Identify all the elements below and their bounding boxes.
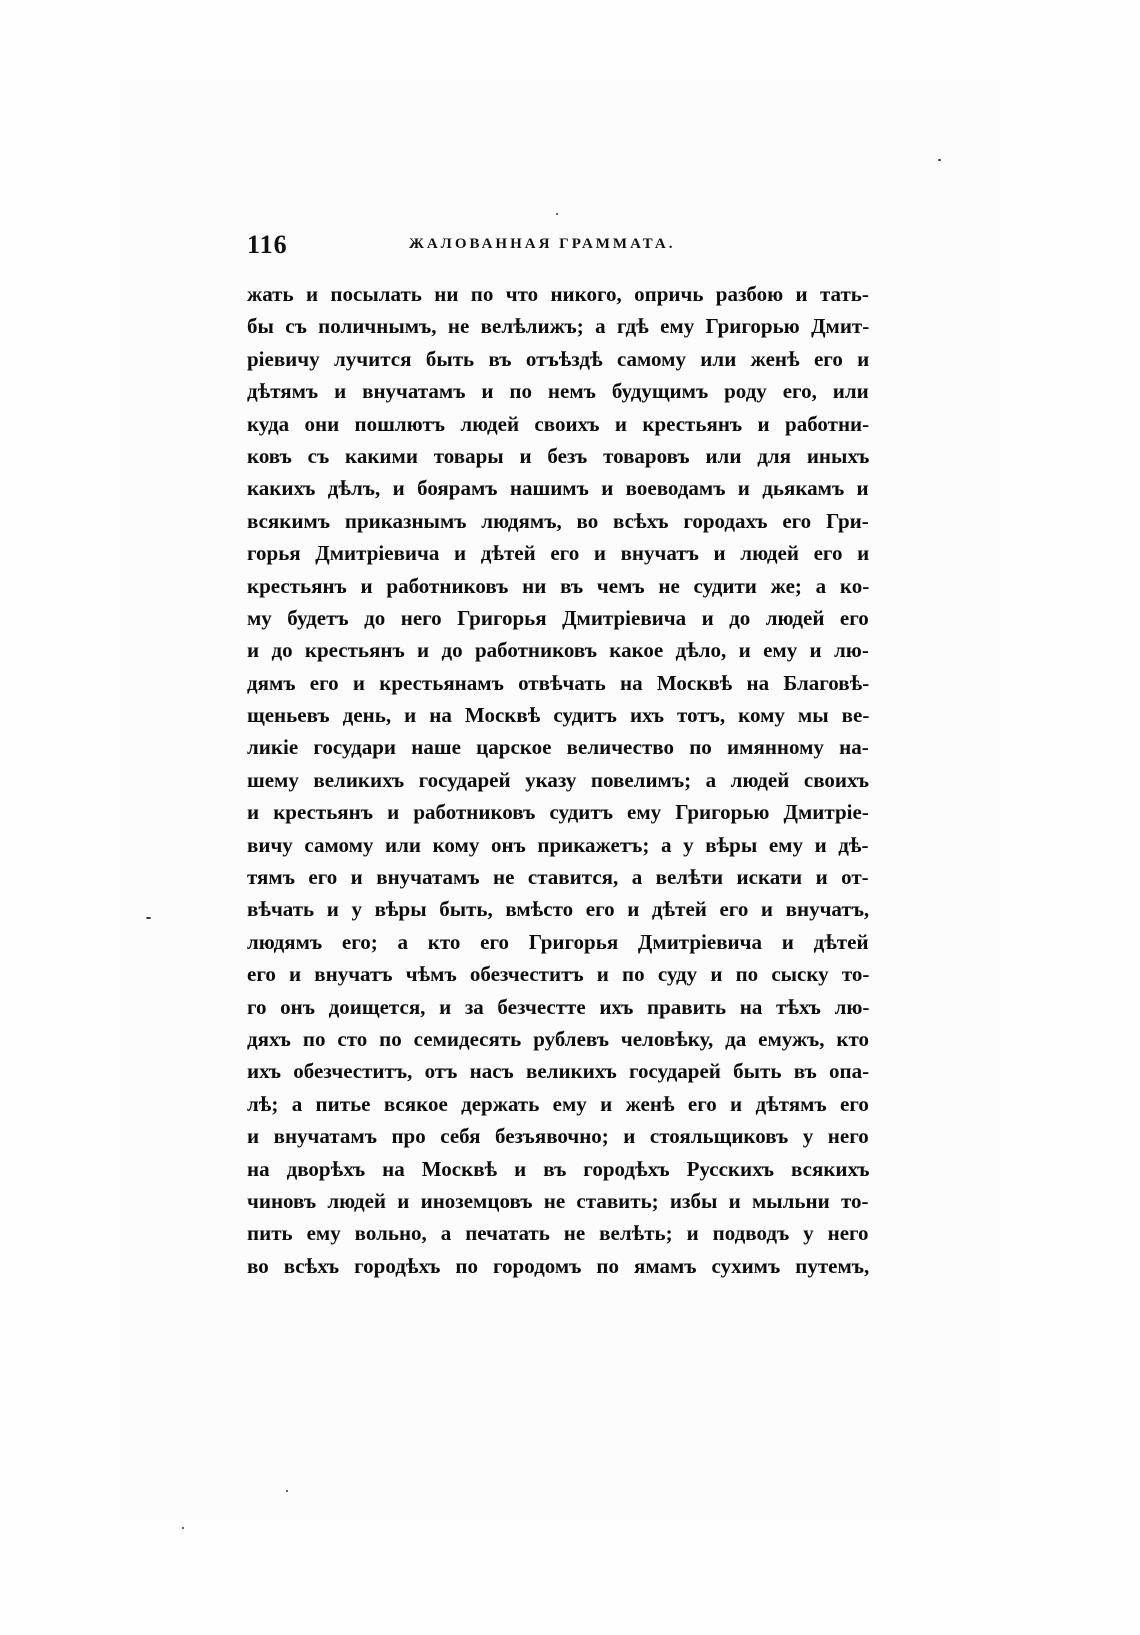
text-line: шему великихъ государей указу повелимъ; а людей своихъ: [247, 767, 869, 792]
text-line: людямъ его; а кто его Григорья Дмитріевича и дѣтей: [247, 929, 869, 954]
text-line: пить ему вольно, а печатать не велѣть; и подводъ у него: [247, 1221, 869, 1246]
text-line: дямъ его и крестьянамъ отвѣчать на Москвѣ на Благовѣ-: [247, 670, 869, 695]
text-line: крестьянъ и работниковъ ни въ чемъ не судити же; а ко-: [247, 573, 869, 598]
text-line: ковъ съ какими товары и безъ товаровъ или для иныхъ: [247, 443, 869, 468]
text-line: его и внучатъ чѣмъ обезчеститъ и по суду и по сыску то-: [247, 962, 869, 987]
scan-speck: [556, 213, 558, 215]
text-line: бы съ поличнымъ, не велѣлижъ; а гдѣ ему Григорью Дмит-: [247, 314, 869, 339]
running-head: [247, 230, 887, 264]
text-line: вичу самому или кому онъ прикажетъ; а у вѣры ему и дѣ-: [247, 832, 869, 857]
text-line: му будетъ до него Григорья Дмитріевича и до людей его: [247, 605, 869, 630]
text-line: какихъ дѣлъ, и боярамъ нашимъ и воеводамъ и дьякамъ и: [247, 476, 869, 501]
text-line: тямъ его и внучатамъ не ставится, а велѣти искати и от-: [247, 865, 869, 890]
text-line: ликіе государи наше царское величество по имянному на-: [247, 735, 869, 760]
body-text: [247, 278, 869, 1282]
scan-speck: [286, 1490, 288, 1492]
text-line: во всѣхъ городѣхъ по городомъ по ямамъ сухимъ путемъ,: [247, 1253, 869, 1278]
text-line: и до крестьянъ и до работниковъ какое дѣло, и ему и лю-: [247, 638, 869, 663]
text-line: го онъ доищется, и за безчестте ихъ править на тѣхъ лю-: [247, 994, 869, 1019]
text-line: ріевичу лучится быть въ отъѣздѣ самому или женѣ его и: [247, 346, 869, 371]
text-line: дѣтямъ и внучатамъ и по немъ будущимъ роду его, или: [247, 379, 869, 404]
text-line: вѣчать и у вѣры быть, вмѣсто его и дѣтей его и внучатъ,: [247, 897, 869, 922]
text-line: щеньевъ день, и на Москвѣ судитъ ихъ тотъ, кому мы ве-: [247, 703, 869, 728]
running-title: ЖАЛОВАННАЯ ГРАММАТА.: [409, 236, 676, 252]
text-line: и внучатамъ про себя безъявочно; и стояльщиковъ у него: [247, 1124, 869, 1149]
text-line: горья Дмитріевича и дѣтей его и внучатъ и людей его и: [247, 541, 869, 566]
text-line: чиновъ людей и иноземцовъ не ставить; избы и мыльни то-: [247, 1188, 869, 1213]
text-line: лѣ; а питье всякое держать ему и женѣ его и дѣтямъ его: [247, 1091, 869, 1116]
text-line: дяхъ по сто по семидесять рублевъ человѣку, да емужъ, кто: [247, 1026, 869, 1051]
text-line: ихъ обезчеститъ, отъ насъ великихъ государей быть въ опа-: [247, 1059, 869, 1084]
scan-speck: [146, 917, 151, 919]
text-line: жать и посылать ни по что никого, опричь разбою и тать-: [247, 282, 869, 306]
text-line: на дворѣхъ на Москвѣ и въ городѣхъ Русскихъ всякихъ: [247, 1156, 869, 1181]
text-line: всякимъ приказнымъ людямъ, во всѣхъ городахъ его Гри-: [247, 508, 869, 533]
page-number: 116: [247, 230, 288, 259]
scan-speck: [182, 1527, 184, 1529]
text-line: куда они пошлютъ людей своихъ и крестьянъ и работни-: [247, 411, 869, 436]
text-line: и крестьянъ и работниковъ судитъ ему Григорью Дмитріе-: [247, 800, 869, 825]
scan-speck: [938, 159, 941, 161]
